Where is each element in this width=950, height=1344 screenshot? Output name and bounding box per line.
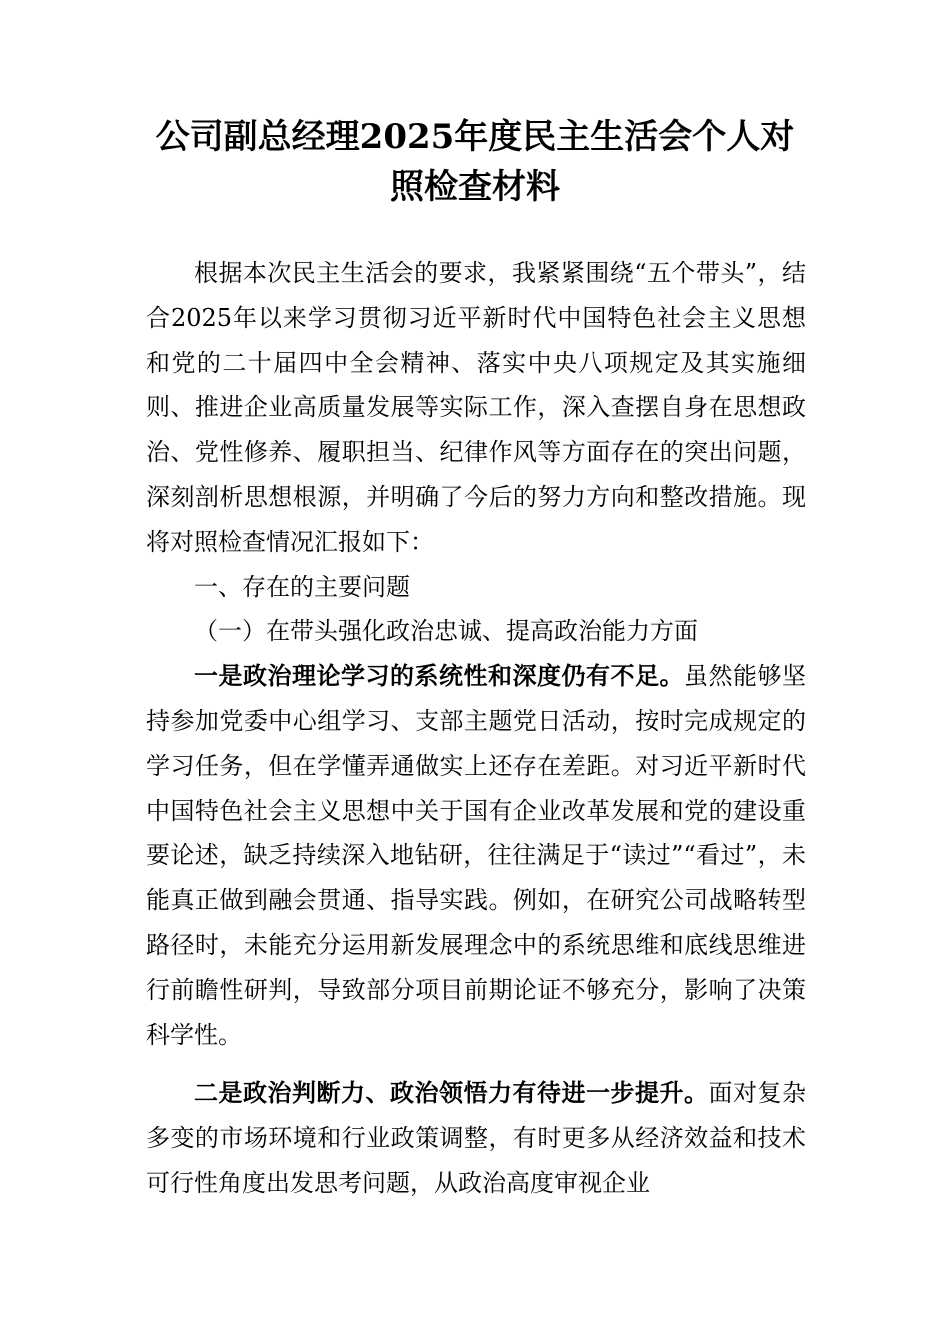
point-1-text: 虽然能够坚持参加党委中心组学习、支部主题党日活动，按时完成规定的学习任务，但在学懂弄通做实上还存在差距。对习近平新时代中国特色社会主义思想中关于国有企业改革发展和党的建设重要论述，缺乏持续深入地钻研，往往满足于“读过”“看过”，未能真正做到融会贯通、指导实践。例如，在研究公司战略转型路径时，未能充分运用新发展理念中的系统思维和底线思维进行前瞻性研判，导致部分项目前期论证不够充分，影响了决策科学性。: [146, 662, 806, 1049]
document-body: [146, 251, 806, 1206]
intro-paragraph: 根据本次民主生活会的要求，我紧紧围绕“五个带头”，结合2025年以来学习贯彻习近平新时代中国特色社会主义思想和党的二十届四中全会精神、落实中央八项规定及其实施细则、推进企业高质量发展等实际工作，深入查摆自身在思想政治、党性修养、履职担当、纪律作风等方面存在的突出问题，深刻剖析思想根源，并明确了今后的努力方向和整改措施。现将对照检查情况汇报如下：: [146, 259, 806, 556]
point-2-lead: 二是政治判断力、政治领悟力有待进一步提升。: [194, 1078, 709, 1108]
title-line-1: 公司副总经理2025年度民主生活会个人对: [155, 117, 795, 157]
subsection-heading: （一）在带头强化政治忠诚、提高政治能力方面: [194, 617, 698, 646]
title-line-2: 照检查材料: [390, 167, 560, 207]
point-paragraph-1: [146, 654, 806, 1057]
document-title: [120, 112, 830, 212]
point-paragraph-2: [146, 1071, 806, 1205]
point-2-text: 面对复杂多变的市场环境和行业政策调整，有时更多从经济效益和技术可行性角度出发思考问题，从政治高度审视企业: [146, 1079, 806, 1197]
section-heading: 一、存在的主要问题: [194, 572, 410, 601]
point-1-lead: 一是政治理论学习的系统性和深度仍有不足。: [194, 661, 684, 691]
